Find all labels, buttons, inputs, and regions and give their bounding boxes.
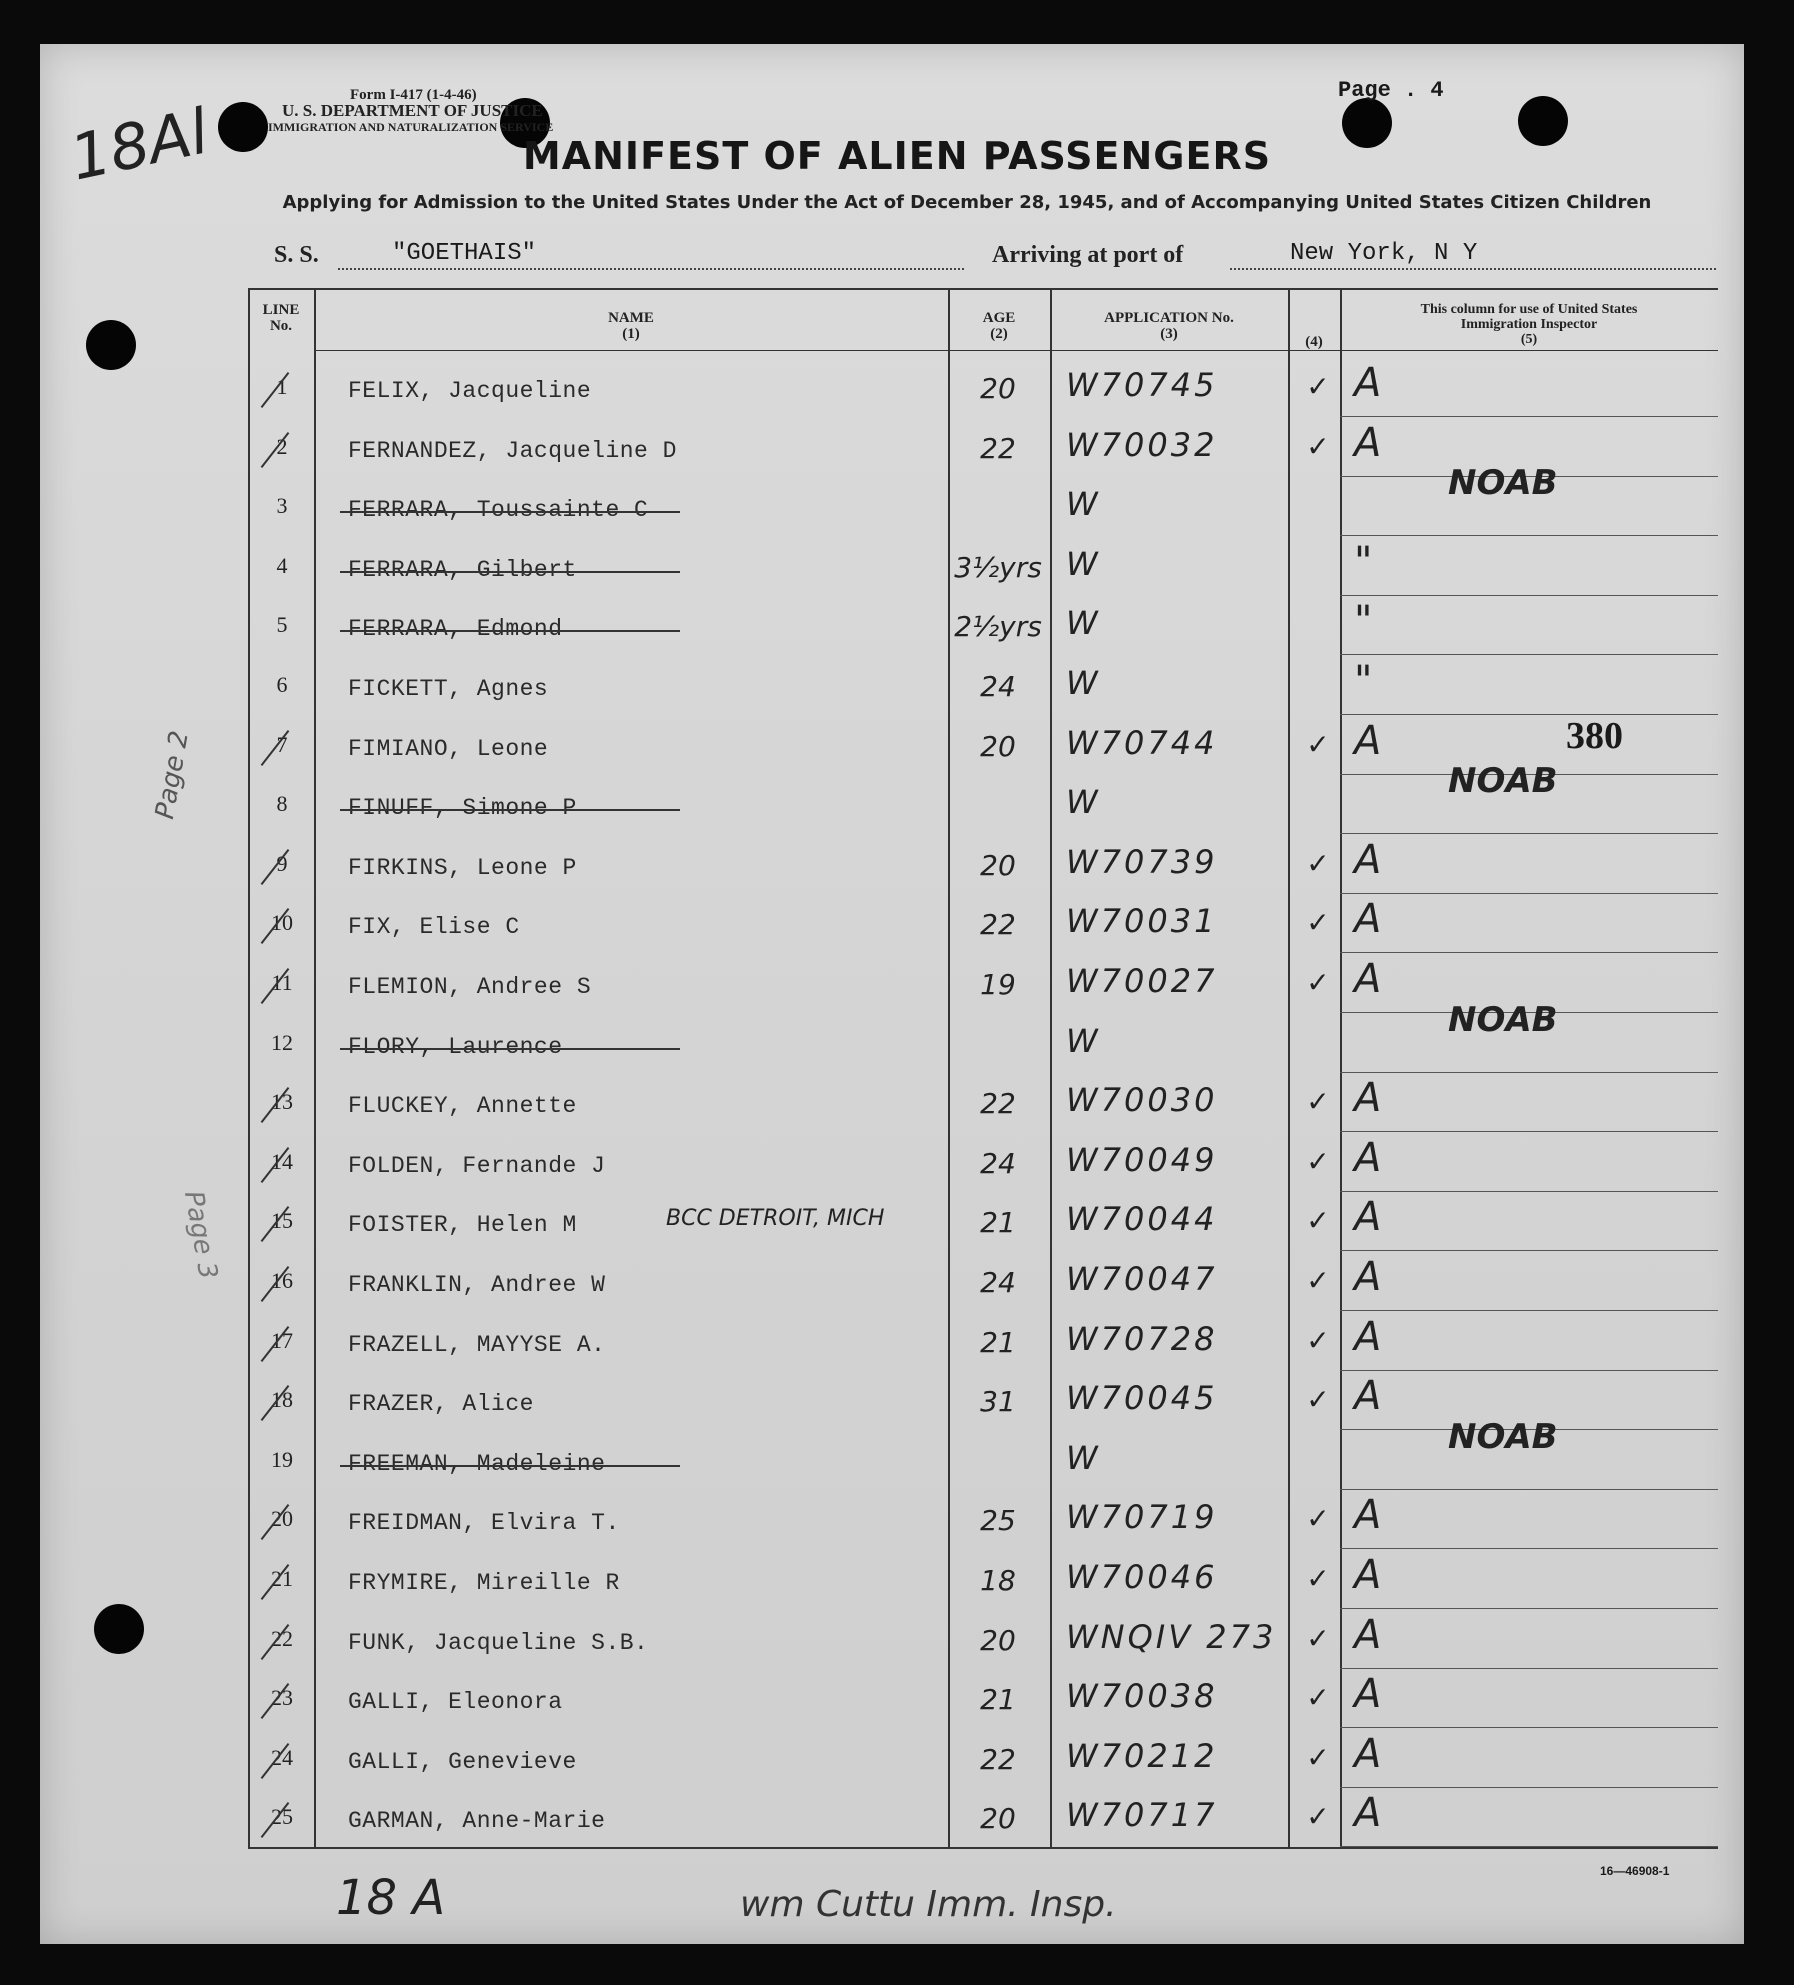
row-application-number: W — [1066, 783, 1101, 822]
page-title: MANIFEST OF ALIEN PASSENGERS — [522, 134, 1272, 178]
row-rule — [1340, 952, 1718, 953]
row-inspector-mark: A — [1354, 419, 1382, 466]
row-age: 21 — [980, 1325, 1016, 1359]
row-check-mark: ✓ — [1306, 846, 1330, 880]
row-name: FELIX, Jacqueline — [348, 378, 592, 404]
row-inspector-mark: A — [1354, 1313, 1382, 1360]
row-note: BCC DETROIT, MICH — [666, 1206, 885, 1232]
row-strikethrough — [340, 809, 680, 811]
row-rule — [1340, 1846, 1718, 1847]
row-line-number: 4 — [276, 552, 288, 578]
row-line-number: 3 — [276, 493, 288, 519]
row-age: 21 — [980, 1206, 1016, 1240]
row-rule — [1340, 1310, 1718, 1311]
row-check-mark: ✓ — [1306, 966, 1330, 999]
row-line-number: 19 — [271, 1446, 293, 1472]
left-margin-note: Page 3 — [177, 1188, 223, 1282]
row-check-mark: ✓ — [1306, 1800, 1330, 1834]
row-strikethrough — [340, 1048, 680, 1050]
row-inspector-mark: A — [1354, 717, 1382, 764]
row-inspector-mark: A — [1354, 1730, 1382, 1777]
row-application-number: W70047 — [1066, 1260, 1218, 1298]
row-application-number: W70717 — [1066, 1796, 1218, 1835]
ship-name: "GOETHAIS" — [392, 240, 537, 267]
row-inspector-mark: A — [1354, 1552, 1382, 1598]
row-inspector-mark: A — [1354, 1075, 1382, 1122]
row-check-mark: ✓ — [1306, 1740, 1330, 1774]
row-check-mark: ✓ — [1306, 1562, 1330, 1595]
row-age: 20 — [980, 729, 1016, 763]
row-rule — [1340, 1608, 1718, 1609]
row-line-number: 8 — [276, 791, 288, 817]
row-application-number: W70038 — [1066, 1677, 1218, 1716]
row-rule — [1340, 1787, 1718, 1788]
row-rule — [1340, 595, 1718, 596]
row-name: FRYMIRE, Mireille R — [348, 1570, 620, 1596]
margin-note: 18Al — [63, 94, 215, 195]
row-inspector-mark: A — [1354, 1194, 1382, 1241]
row-inspector-mark: A — [1354, 896, 1382, 943]
row-inspector-mark: NOAB — [1448, 761, 1558, 802]
row-application-number: W70719 — [1066, 1498, 1218, 1537]
row-application-number: W70049 — [1066, 1140, 1218, 1179]
service: IMMIGRATION AND NATURALIZATION SERVICE — [268, 120, 554, 134]
row-application-number: W70044 — [1066, 1200, 1218, 1239]
row-inspector-mark: " — [1354, 598, 1373, 645]
row-inspector-mark: A — [1354, 1254, 1382, 1300]
row-strikethrough — [340, 630, 680, 632]
row-inspector-mark: A — [1354, 836, 1382, 883]
row-line-number: 25 — [271, 1804, 293, 1830]
row-age: 3½yrs — [954, 550, 1042, 584]
row-inspector-mark: A — [1354, 1492, 1382, 1539]
row-rule — [1340, 1131, 1718, 1132]
footer-total: 18 A — [336, 1870, 446, 1926]
row-age: 24 — [980, 670, 1016, 703]
department: U. S. DEPARTMENT OF JUSTICE — [282, 101, 543, 120]
row-inspector-mark: " — [1354, 538, 1373, 585]
row-rule — [1340, 1072, 1718, 1073]
row-age: 19 — [980, 968, 1016, 1001]
row-rule — [1340, 416, 1718, 417]
row-application-number: W — [1066, 664, 1101, 702]
row-check-mark: ✓ — [1306, 1085, 1330, 1119]
row-name: FRANKLIN, Andree W — [348, 1272, 606, 1298]
row-check-mark: ✓ — [1306, 727, 1330, 761]
row-rule — [1340, 1370, 1718, 1371]
row-application-number: W70739 — [1066, 842, 1218, 881]
row-check-mark: ✓ — [1306, 1204, 1330, 1238]
table-top-border — [248, 288, 1718, 290]
inspector-signature: wm Cuttu Imm. Insp. — [740, 1884, 1117, 1925]
row-strikethrough — [340, 571, 680, 573]
row-name: FRAZELL, MAYYSE A. — [348, 1331, 606, 1358]
row-name: FOLDEN, Fernande J — [348, 1152, 606, 1179]
row-name: FLORY, Laurence — [348, 1033, 563, 1060]
row-name: FIMIANO, Leone — [348, 735, 549, 762]
col-header-name: NAME (1) — [608, 310, 654, 342]
row-age: 25 — [980, 1504, 1016, 1538]
row-age: 22 — [980, 1742, 1016, 1776]
row-name: FIRKINS, Leone P — [348, 854, 577, 881]
row-application-number: W70744 — [1066, 723, 1218, 762]
row-rule — [1340, 1489, 1718, 1490]
row-age: 20 — [980, 848, 1016, 882]
row-application-number: W — [1066, 1021, 1101, 1060]
col-header-application: APPLICATION No. (3) — [1104, 310, 1234, 342]
ship-prefix: S. S. — [274, 242, 319, 268]
row-age: 22 — [980, 1087, 1016, 1121]
row-age: 22 — [980, 908, 1016, 942]
col-header-inspector: This column for use of United States Immigration Inspector (5) — [1420, 302, 1638, 347]
row-inspector-mark: A — [1354, 1134, 1382, 1181]
row-check-mark: ✓ — [1306, 1621, 1330, 1655]
row-check-mark: ✓ — [1306, 370, 1330, 403]
row-line-number: 14 — [271, 1148, 293, 1174]
row-name: FIX, Elise C — [348, 914, 520, 941]
row-name: FRAZER, Alice — [348, 1391, 534, 1418]
row-line-number: 10 — [271, 910, 293, 936]
col-divider — [948, 290, 950, 1847]
col-divider — [1340, 290, 1342, 1847]
row-strikethrough — [340, 1465, 680, 1467]
col-header-4: (4) — [1305, 334, 1323, 350]
row-application-number: W — [1066, 604, 1101, 643]
row-rule — [1340, 714, 1718, 715]
row-check-mark: ✓ — [1306, 1144, 1330, 1178]
col-header-line: LINE No. — [262, 302, 300, 334]
row-rule — [1340, 535, 1718, 536]
row-line-number: 5 — [276, 612, 288, 638]
row-inspector-mark: NOAB — [1448, 463, 1558, 504]
row-name: FICKETT, Agnes — [348, 676, 549, 702]
row-application-number: W70032 — [1066, 425, 1218, 464]
row-line-number: 13 — [271, 1089, 293, 1115]
row-application-number: WNQIV 273 — [1066, 1617, 1277, 1656]
row-age: 24 — [980, 1146, 1016, 1180]
row-inspector-mark: NOAB — [1448, 999, 1558, 1040]
row-line-number: 18 — [271, 1387, 293, 1413]
row-application-number: W70212 — [1066, 1736, 1218, 1775]
form-number: Form I-417 (1-4-46) — [350, 87, 477, 103]
row-name: FREEMAN, Madeleine — [348, 1450, 606, 1477]
row-age: 20 — [980, 372, 1016, 405]
row-rule — [1340, 654, 1718, 655]
row-name: GALLI, Genevieve — [348, 1748, 577, 1775]
row-check-mark: ✓ — [1306, 1502, 1330, 1536]
row-application-number: W70027 — [1066, 962, 1218, 1000]
row-line-number: 22 — [271, 1625, 293, 1651]
row-application-number: W70046 — [1066, 1558, 1218, 1596]
row-rule — [1340, 1548, 1718, 1549]
row-application-number: W70745 — [1066, 366, 1218, 404]
row-inspector-mark: A — [1354, 1790, 1382, 1837]
row-rule — [1340, 833, 1718, 834]
count-annotation: 380 — [1566, 715, 1623, 757]
port-label: Arriving at port of — [992, 242, 1184, 268]
left-margin-note: Page 2 — [149, 728, 195, 822]
punch-hole — [94, 1604, 144, 1654]
table-left-border — [248, 288, 250, 1848]
port-dotted-line — [1230, 268, 1716, 270]
row-check-mark: ✓ — [1306, 1383, 1330, 1417]
row-name: FERRARA, Toussainte C — [348, 497, 649, 524]
row-name: FOISTER, Helen M — [348, 1212, 577, 1239]
row-line-number: 17 — [271, 1327, 293, 1353]
row-line-number: 16 — [271, 1268, 293, 1293]
row-rule — [1340, 893, 1718, 894]
row-line-number: 12 — [271, 1029, 293, 1055]
row-name: FERRARA, Edmond — [348, 616, 563, 643]
row-age: 31 — [980, 1385, 1016, 1419]
row-name: FREIDMAN, Elvira T. — [348, 1510, 620, 1537]
row-age: 24 — [980, 1266, 1016, 1299]
row-age: 18 — [980, 1564, 1016, 1597]
page-subtitle: Applying for Admission to the United States Under the Act of December 28, 1945, and of Accompanying United States Citizen Children — [282, 192, 1652, 213]
row-line-number: 1 — [276, 374, 288, 399]
row-rule — [1340, 1668, 1718, 1669]
row-name: FLEMION, Andree S — [348, 974, 592, 1000]
row-name: FERRARA, Gilbert — [348, 556, 577, 583]
row-application-number: W70031 — [1066, 902, 1218, 941]
row-strikethrough — [340, 511, 680, 513]
row-rule — [1340, 1250, 1718, 1251]
row-name: FLUCKEY, Annette — [348, 1093, 577, 1120]
row-inspector-mark: " — [1354, 658, 1373, 704]
row-check-mark: ✓ — [1306, 1264, 1330, 1297]
row-rule — [1340, 1727, 1718, 1728]
header-underline — [314, 350, 1718, 351]
row-age: 2½yrs — [954, 610, 1042, 644]
row-name: GALLI, Eleonora — [348, 1689, 563, 1716]
row-application-number: W — [1066, 485, 1101, 524]
print-code: 16—46908-1 — [1600, 1864, 1670, 1878]
row-line-number: 24 — [271, 1744, 293, 1770]
col-header-age: AGE (2) — [982, 310, 1016, 342]
row-name: FINUFF, Simone P — [348, 795, 577, 822]
row-line-number: 11 — [271, 970, 293, 995]
row-age: 22 — [980, 431, 1016, 465]
row-line-number: 23 — [271, 1685, 293, 1711]
page-number: Page . 4 — [1338, 78, 1444, 103]
row-line-number: 15 — [271, 1208, 293, 1234]
row-line-number: 9 — [276, 850, 288, 876]
row-check-mark: ✓ — [1306, 1681, 1330, 1715]
row-inspector-mark: A — [1354, 360, 1382, 406]
ship-dotted-line — [338, 268, 964, 270]
port-name: New York, N Y — [1290, 240, 1478, 267]
row-age: 20 — [980, 1623, 1016, 1657]
row-inspector-mark: A — [1354, 1671, 1382, 1718]
row-inspector-mark: A — [1354, 1611, 1382, 1658]
row-age: 20 — [980, 1802, 1016, 1836]
row-line-number: 6 — [276, 672, 288, 697]
row-name: GARMAN, Anne-Marie — [348, 1808, 606, 1835]
row-application-number: W70728 — [1066, 1319, 1218, 1358]
col-divider — [1288, 290, 1290, 1847]
row-line-number: 2 — [276, 433, 288, 459]
row-check-mark: ✓ — [1306, 1323, 1330, 1357]
row-application-number: W70045 — [1066, 1379, 1218, 1418]
col-divider — [1050, 290, 1052, 1847]
row-inspector-mark: A — [1354, 1373, 1382, 1420]
row-application-number: W — [1066, 544, 1101, 583]
row-check-mark: ✓ — [1306, 429, 1330, 463]
row-inspector-mark: NOAB — [1448, 1416, 1558, 1457]
row-line-number: 21 — [271, 1566, 293, 1591]
row-inspector-mark: A — [1354, 956, 1382, 1002]
row-rule — [1340, 1191, 1718, 1192]
row-line-number: 20 — [271, 1506, 293, 1532]
row-name: FUNK, Jacqueline S.B. — [348, 1629, 649, 1656]
row-application-number: W70030 — [1066, 1081, 1218, 1120]
row-line-number: 7 — [276, 731, 288, 757]
row-name: FERNANDEZ, Jacqueline D — [348, 437, 677, 464]
row-application-number: W — [1066, 1438, 1101, 1477]
row-age: 21 — [980, 1683, 1016, 1717]
punch-hole — [86, 320, 136, 370]
row-check-mark: ✓ — [1306, 906, 1330, 940]
col-divider — [314, 290, 316, 1847]
